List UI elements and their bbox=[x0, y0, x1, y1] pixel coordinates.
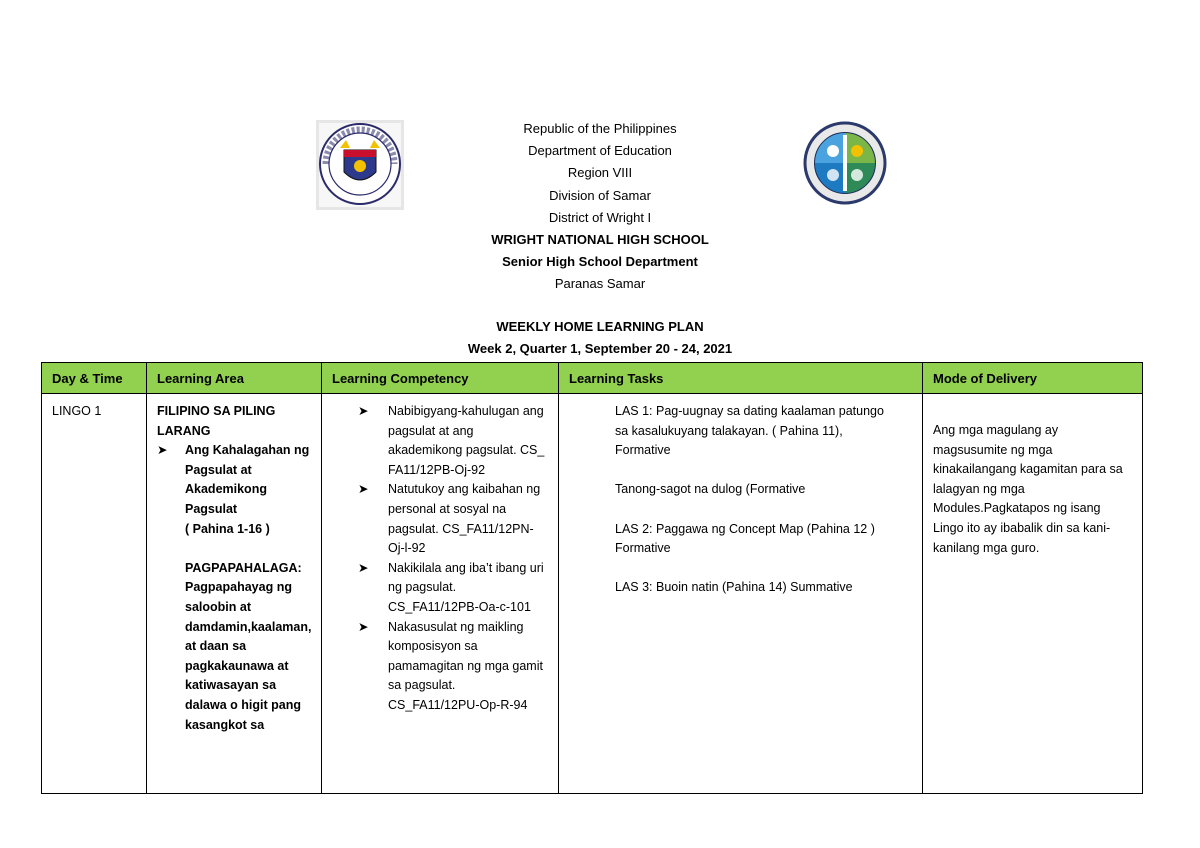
learning-plan-table bbox=[41, 362, 1143, 794]
division-line: Division of Samar bbox=[549, 187, 651, 203]
arrow-bullet-icon: ➤ bbox=[358, 482, 369, 497]
topic-item bbox=[157, 441, 311, 735]
school-location: Paranas Samar bbox=[554, 276, 646, 292]
competency-item: ➤ Natutukoy ang kaibahan ng personal at sosyal na pagsulat. CS_FA11/12PN-Oj-l-92 bbox=[358, 482, 541, 556]
tasks-cell bbox=[559, 394, 923, 794]
day-label: LINGO 1 bbox=[52, 404, 102, 418]
arrow-bullet-icon: ➤ bbox=[358, 619, 369, 634]
header-learning-tasks: Learning Tasks bbox=[559, 363, 923, 394]
header-mode-of-delivery: Mode of Delivery bbox=[923, 363, 1143, 394]
topic-pages: ( Pahina 1-16 ) bbox=[185, 521, 270, 536]
deped-logo bbox=[316, 120, 404, 210]
task-las3: LAS 3: Buoin natin (Pahina 14) Summative bbox=[615, 580, 853, 595]
header-learning-area: Learning Area bbox=[147, 363, 322, 394]
school-logo bbox=[803, 121, 887, 205]
competency-item: ➤ Nabibigyang-kahulugan ang pagsulat at ang akademikong pagsulat. CS_ FA11/12PB-Oj-92 bbox=[358, 404, 545, 477]
arrow-bullet-icon: ➤ bbox=[358, 404, 369, 418]
plan-subtitle: Week 2, Quarter 1, September 20 - 24, 2021 bbox=[467, 341, 733, 356]
mode-cell bbox=[923, 394, 1143, 794]
task-las1: LAS 1: Pag-uugnay sa dating kaalaman patungo sa kasalukuyang talakayan. ( Pahina 11), Formative bbox=[615, 404, 884, 458]
task-las2: LAS 2: Paggawa ng Concept Map (Pahina 12 ) Formative bbox=[615, 521, 875, 556]
region-line: Region VIII bbox=[567, 165, 633, 181]
competency-item: ➤ Nakasusulat ng maikling komposisyon sa pamamagitan ng mga gamit sa pagsulat. CS_FA11/12PU-Op-R-94 bbox=[358, 619, 543, 712]
competency-item: ➤ Nakikilala ang iba’t ibang uri ng pagsulat. CS_FA11/12PB-Oa-c-101 bbox=[358, 560, 544, 614]
competency-cell bbox=[322, 394, 559, 794]
task-tanong-sagot: Tanong-sagot na dulog (Formative bbox=[615, 482, 806, 497]
header-day-time: Day & Time bbox=[42, 363, 147, 394]
republic-line: Republic of the Philippines bbox=[523, 121, 677, 136]
table-row bbox=[42, 394, 1143, 794]
plan-titles bbox=[400, 316, 800, 360]
plan-title: WEEKLY HOME LEARNING PLAN bbox=[496, 319, 704, 334]
table-header-row bbox=[42, 363, 1143, 394]
day-cell bbox=[42, 394, 147, 794]
value-text: Pagpapahayag ng saloobin at damdamin,kaalaman, at daan sa pagkakaunawa at katiwasayan sa dalawa o higit pang kasangkot sa bbox=[185, 580, 312, 732]
arrow-bullet-icon: ➤ bbox=[157, 443, 168, 458]
school-name: WRIGHT NATIONAL HIGH SCHOOL bbox=[491, 231, 709, 247]
learning-area-cell bbox=[147, 394, 322, 794]
district-line: District of Wright I bbox=[548, 209, 652, 225]
mode-of-delivery-text: Ang mga magulang ay magsusumite ng mga kinakailangang kagamitan para sa lalagyan ng mga Modules.Pagkatapos ng isang Lingo ito ay ibabalik din sa kani-kanilang mga guro. bbox=[933, 423, 1123, 555]
letterhead bbox=[400, 118, 800, 296]
subject-name: FILIPINO SA PILING LARANG bbox=[157, 404, 276, 438]
header-learning-competency: Learning Competency bbox=[322, 363, 559, 394]
arrow-bullet-icon: ➤ bbox=[358, 560, 369, 575]
topic-text: Ang Kahalagahan ng Pagsulat at Akademikong Pagsulat bbox=[185, 443, 310, 516]
school-department: Senior High School Department bbox=[502, 254, 698, 270]
department-line: Department of Education bbox=[528, 143, 672, 159]
value-title: PAGPAPAHALAGA: bbox=[185, 560, 302, 575]
